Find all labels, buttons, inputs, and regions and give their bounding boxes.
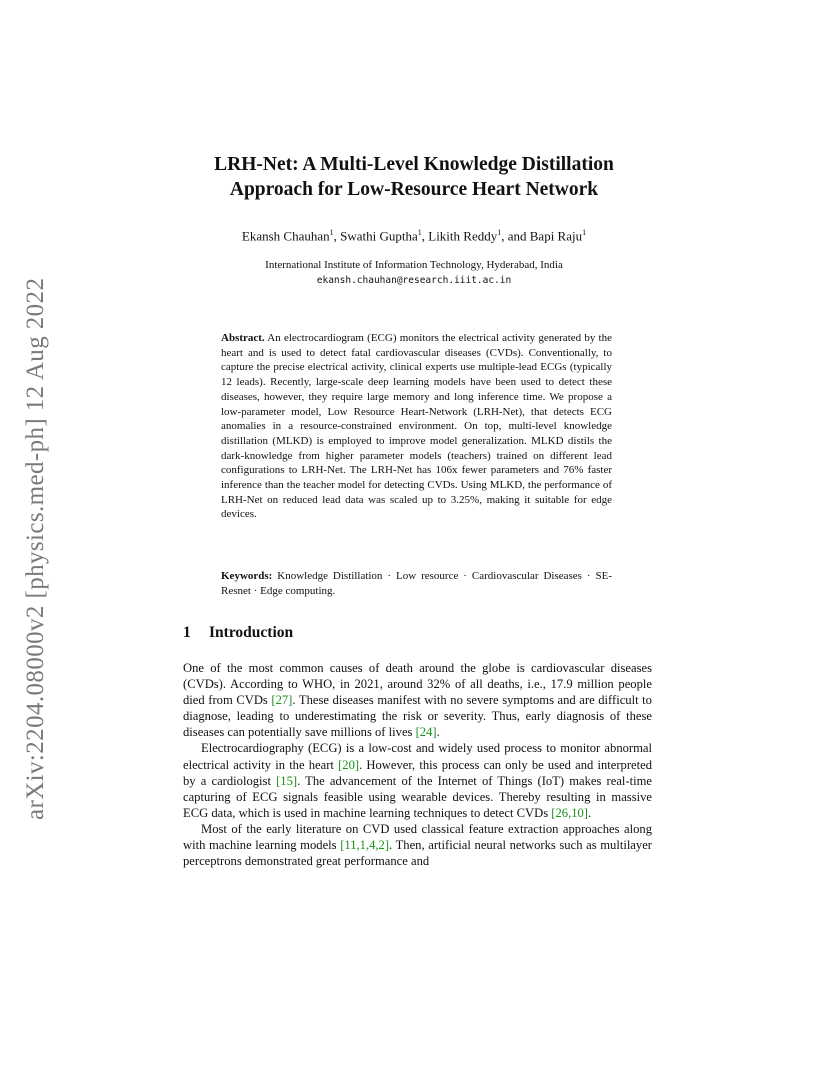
- paragraph-text: . These diseases manifest with no severe symptoms and are difficult to diagnose, leading to underestimating the risk or severity. Thus, early diagnosis of these diseases can potentially save millions of lives: [183, 693, 652, 740]
- abstract-text: An electrocardiogram (ECG) monitors the electrical activity generated by the heart and is used to detect fatal cardiovascular diseases (CVDs). Conventionally, to capture the precise electrical activity, clinical experts use multiple-lead ECGs (typically 12 leads). Recently, large-scale deep learning models have been used to detect these diseases, however, they require large memory and long inference time. We propose a low-parameter model, Low Resource Heart-Network (LRH-Net), that detects ECG anomalies in a resource-constrained environment. On top, multi-level knowledge distillation (MLKD) is employed to improve model generalization. MLKD distils the dark-knowledge from higher parameter models (teachers) trained on different lead configurations to LRH-Net. The LRH-Net has 106x fewer parameters and 76% faster inference than the teacher model for detecting CVDs. Using MLKD, the performance of LRH-Net on reduced lead data was scaled up to 3.25%, making it suitable for edge devices.: [221, 332, 612, 521]
- author-name: Bapi Raju: [529, 228, 583, 244]
- affiliation-block: [150, 258, 678, 288]
- citation-link[interactable]: [24]: [415, 725, 437, 740]
- citation-link[interactable]: [27]: [271, 693, 293, 708]
- author-affiliation-mark: 1: [497, 228, 502, 237]
- section-heading: [183, 624, 643, 642]
- author-affiliation-mark: 1: [329, 228, 334, 237]
- paragraph-text: . However, this process can only be used and interpreted by a cardiologist: [183, 757, 652, 788]
- author-affiliation-mark: 1: [417, 228, 422, 237]
- abstract: [221, 331, 612, 522]
- paragraph-text: Most of the early literature on CVD used classical feature extraction approaches along with machine learning models: [183, 821, 652, 853]
- paragraph-text: .: [588, 805, 592, 820]
- paragraph-text: One of the most common causes of death around the globe is cardiovascular diseases (CVDs). According to WHO, in 2021, around 32% of all deaths, i.e., 17.9 million people died from CVDs: [183, 661, 652, 708]
- citation-link[interactable]: [26,10]: [551, 805, 589, 820]
- paragraph-text: . The advancement of the Internet of Things (IoT) makes real-time capturing of ECG signals feasible using wearable devices. Thereby resulting in massive ECG data, which is used in machine learning techniques to detect CVDs: [183, 773, 652, 820]
- author-list: [150, 228, 678, 244]
- author-email[interactable]: ekansh.chauhan@research.iiit.ac.in: [316, 275, 512, 286]
- author-name: Likith Reddy: [428, 228, 498, 244]
- paragraph-text: Electrocardiography (ECG) is a low-cost and widely used process to monitor abnormal electrical activity in the heart: [183, 741, 652, 772]
- author-separator: ,: [333, 228, 341, 244]
- author-name: Ekansh Chauhan: [241, 228, 330, 244]
- paragraph: [183, 821, 652, 869]
- affiliation: International Institute of Information Technology, Hyderabad, India: [265, 259, 563, 271]
- title-line-2: Approach for Low-Resource Heart Network: [229, 179, 599, 200]
- keywords-text: Knowledge Distillation · Low resource · Cardiovascular Diseases · SE-Resnet · Edge computing.: [221, 570, 612, 597]
- author-name: Swathi Guptha: [340, 228, 418, 244]
- keywords-label: Keywords:: [221, 570, 273, 582]
- title-line-1: LRH-Net: A Multi-Level Knowledge Distillation: [214, 154, 614, 175]
- paragraph: [183, 660, 652, 740]
- citation-link[interactable]: [20]: [338, 757, 360, 772]
- citation-link[interactable]: [15]: [276, 773, 298, 788]
- paragraph: [183, 740, 652, 820]
- author-separator: ,: [421, 228, 429, 244]
- abstract-label: Abstract.: [221, 332, 265, 344]
- author-separator: , and: [501, 228, 530, 244]
- paper-title: [150, 152, 678, 202]
- keywords: [221, 569, 612, 598]
- body-text: [183, 660, 652, 869]
- paragraph-text: . Then, artificial neural networks such as multilayer perceptrons demonstrated great performance and: [183, 838, 652, 869]
- section-number: 1: [183, 624, 191, 641]
- author-affiliation-mark: 1: [582, 228, 587, 237]
- arxiv-stamp: arXiv:2204.08000v2 [physics.med-ph] 12 Aug 2022: [22, 277, 49, 820]
- paragraph-text: .: [436, 725, 440, 740]
- section-title: Introduction: [209, 624, 294, 641]
- citation-link[interactable]: [11,1,4,2]: [340, 838, 390, 853]
